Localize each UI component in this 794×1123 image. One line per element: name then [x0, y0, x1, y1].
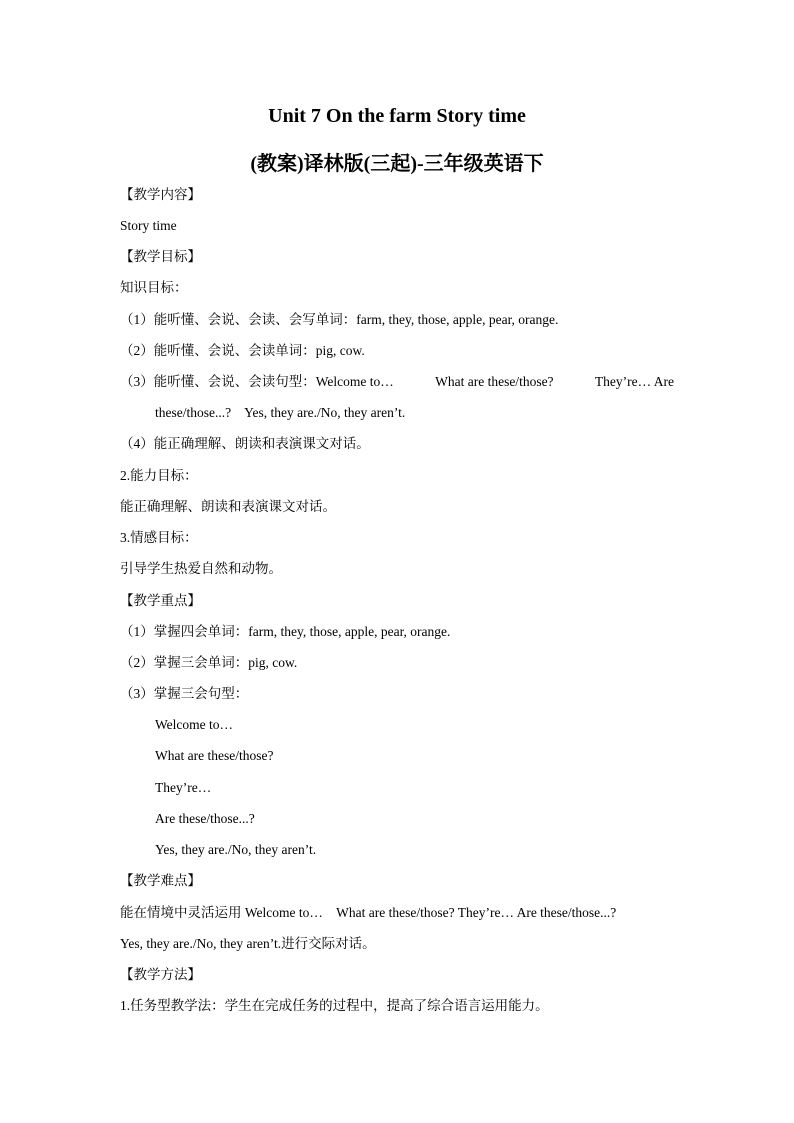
goal-3-part-a: （3）能听懂、会说、会读句型：Welcome to…	[120, 374, 394, 389]
difficulty-line-1: 能在情境中灵活运用 Welcome to… What are these/those? They’re… Are these/those...?	[120, 905, 617, 920]
section-header-methods: 【教学方法】	[120, 967, 201, 982]
sentence-pattern: What are these/those?	[155, 748, 274, 763]
sentence-pattern: Yes, they are./No, they aren’t.	[155, 842, 317, 857]
sentence-pattern: Are these/those...?	[155, 811, 255, 826]
sentence-pattern: Welcome to…	[155, 717, 234, 732]
section-header-goals: 【教学目标】	[120, 249, 201, 264]
goal-item-1: （1）能听懂、会说、会读、会写单词：farm, they, those, apple, pear, orange.	[120, 312, 559, 327]
document-title: Unit 7 On the farm Story time	[268, 105, 526, 127]
key-point-2: （2）掌握三会单词：pig, cow.	[120, 655, 298, 670]
goal-3-part-b: What are these/those?	[435, 374, 554, 389]
emotion-goal-text: 引导学生热爱自然和动物。	[120, 561, 282, 576]
goal-item-3-continued: these/those...? Yes, they are./No, they aren’t.	[155, 405, 406, 420]
ability-goal-text: 能正确理解、朗读和表演课文对话。	[120, 499, 336, 514]
key-point-3: （3）掌握三会句型：	[120, 686, 249, 701]
section-header-content: 【教学内容】	[120, 187, 201, 202]
goal-item-2: （2）能听懂、会说、会读单词：pig, cow.	[120, 343, 365, 358]
goal-3-part-c: They’re… Are	[594, 374, 674, 389]
section-header-key-points: 【教学重点】	[120, 593, 201, 608]
goal-item-3	[120, 373, 674, 391]
key-point-1: （1）掌握四会单词：farm, they, those, apple, pear, orange.	[120, 624, 451, 639]
emotion-goal-label: 3.情感目标：	[120, 530, 198, 545]
goal-item-4: （4）能正确理解、朗读和表演课文对话。	[120, 436, 370, 451]
method-item-1: 1.任务型教学法：学生在完成任务的过程中，提高了综合语言运用能力。	[120, 998, 549, 1013]
difficulty-line-2: Yes, they are./No, they aren’t.进行交际对话。	[120, 936, 376, 951]
document-subtitle: (教案)译林版(三起)-三年级英语下	[250, 153, 544, 175]
sentence-pattern: They’re…	[155, 780, 212, 795]
ability-goal-label: 2.能力目标：	[120, 468, 198, 483]
content-text: Story time	[120, 218, 177, 233]
knowledge-goal-label: 知识目标：	[120, 280, 188, 295]
section-header-difficulties: 【教学难点】	[120, 873, 201, 888]
